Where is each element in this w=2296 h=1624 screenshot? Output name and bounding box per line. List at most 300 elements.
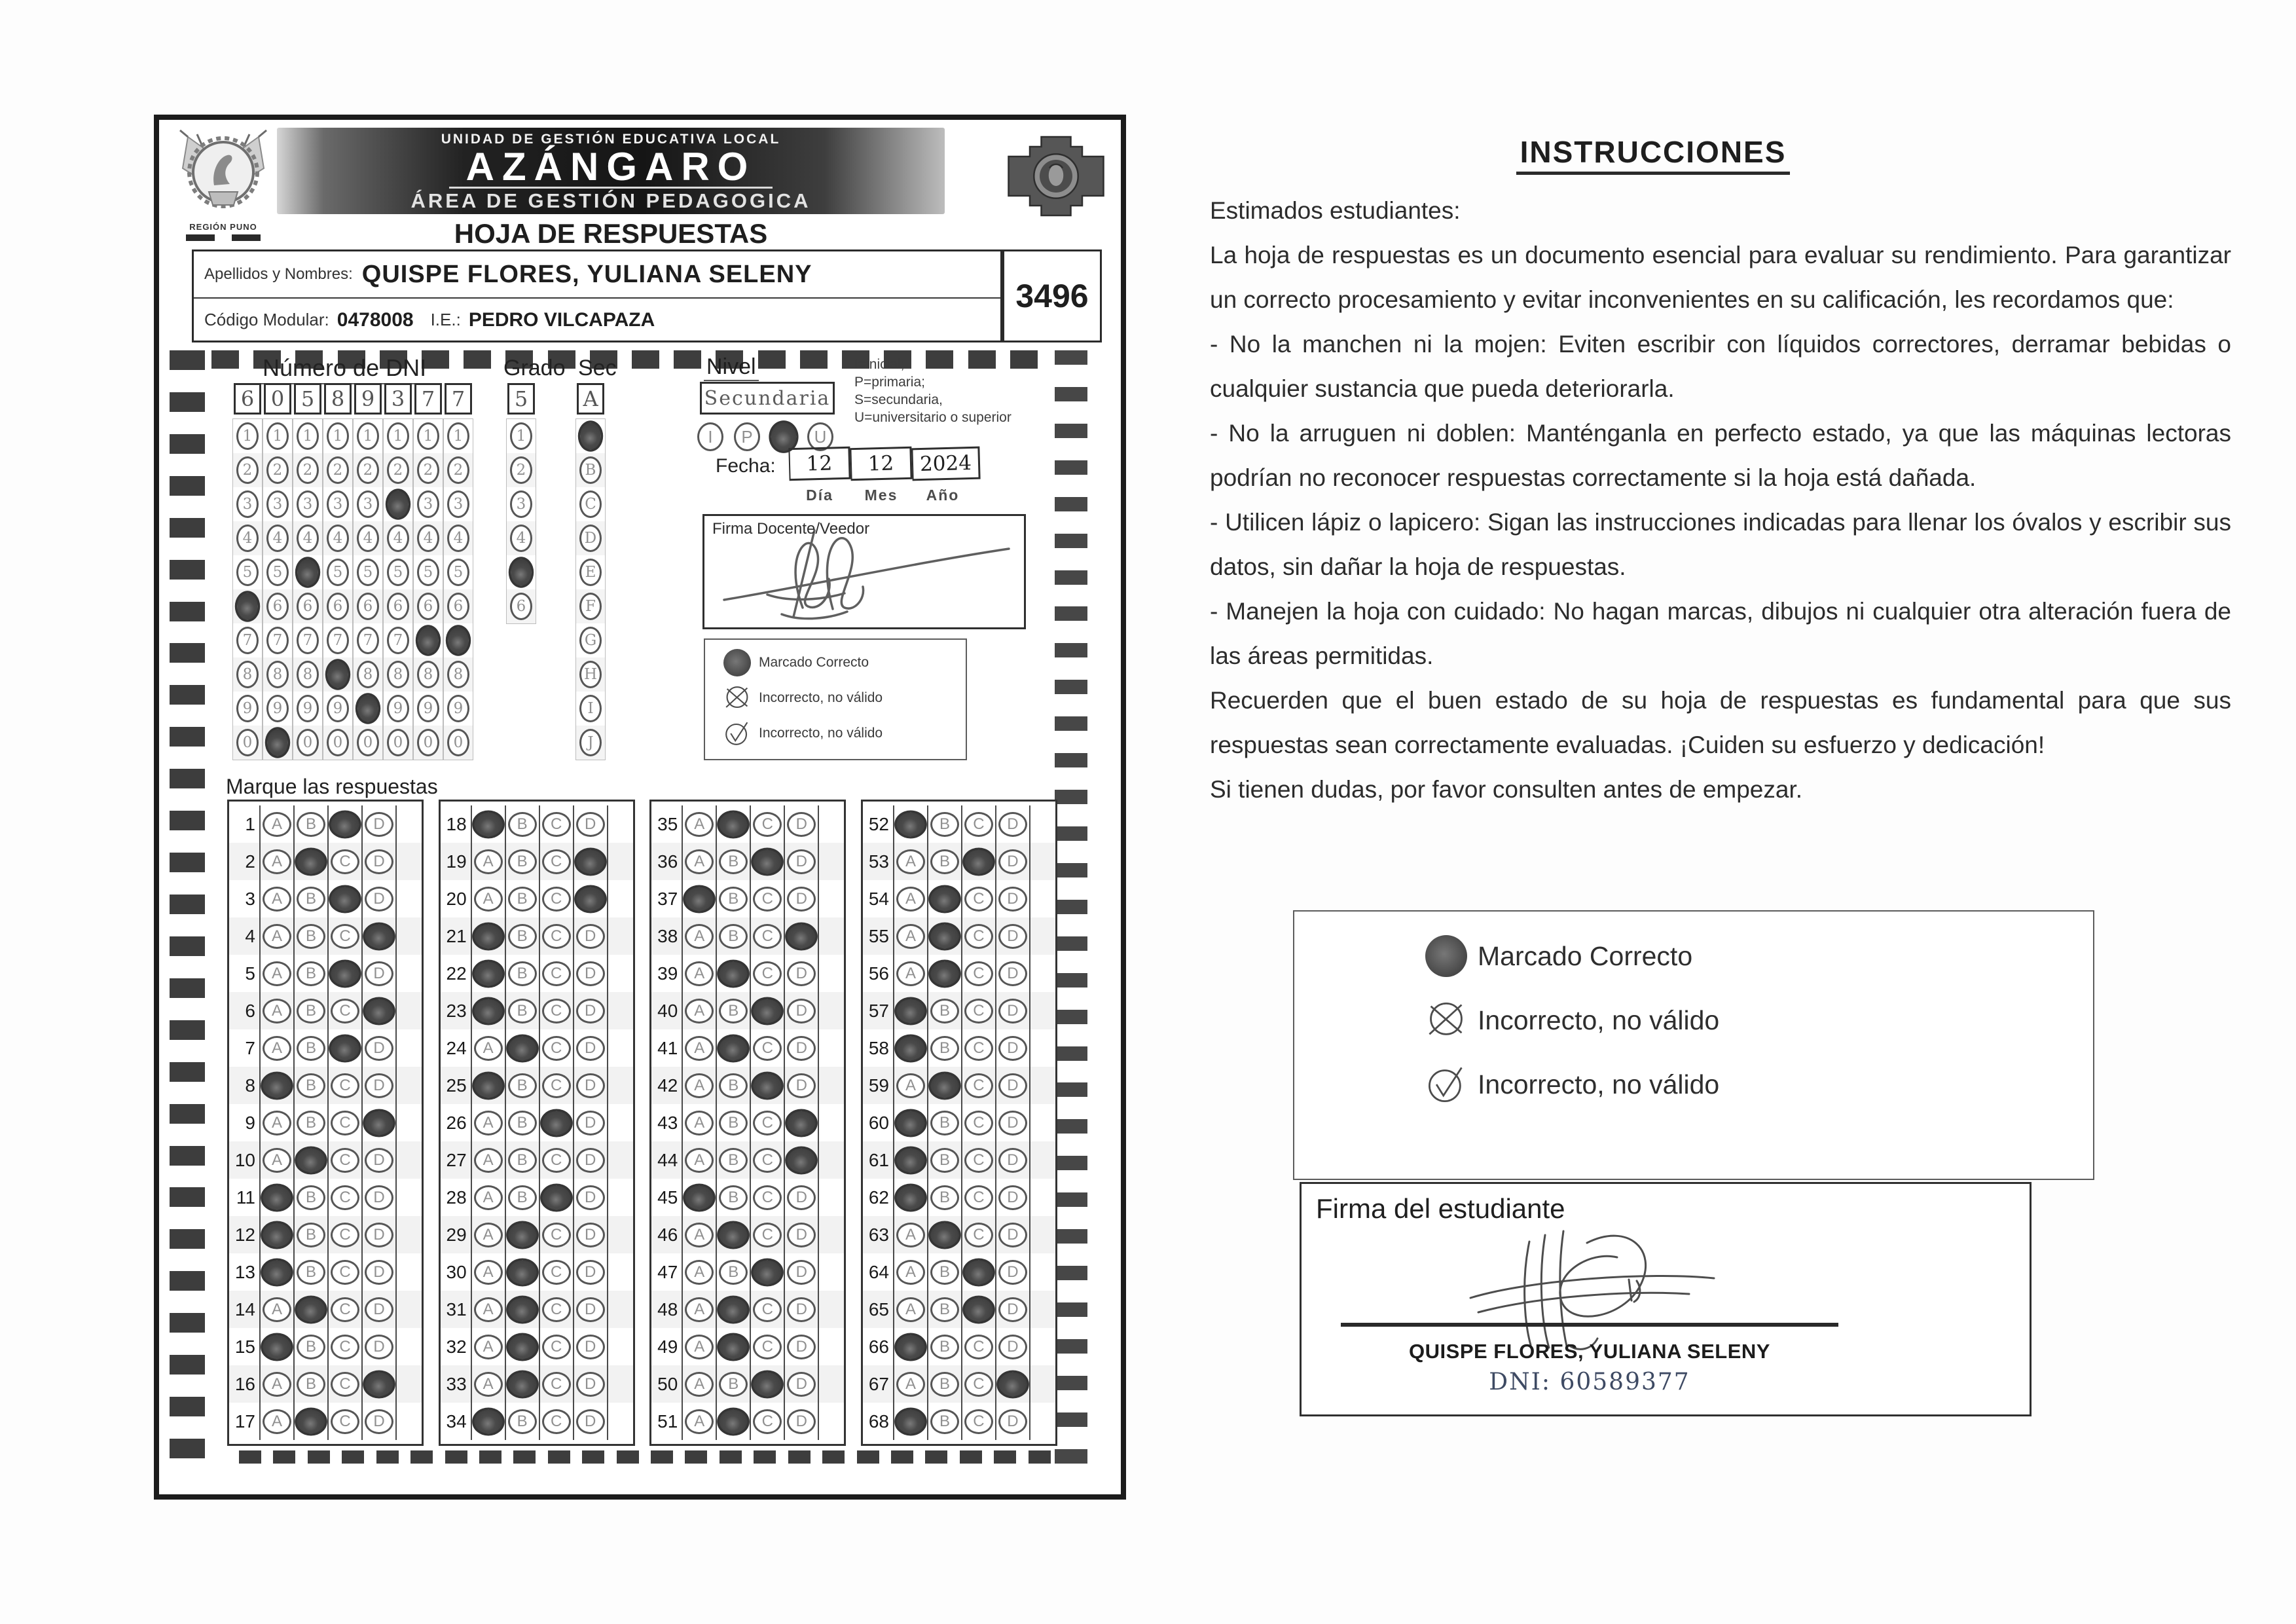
answer-cell (682, 1291, 716, 1328)
answer-cell (505, 1029, 539, 1067)
bubble-option (329, 810, 361, 838)
answer-cell (682, 1216, 716, 1253)
column-header-value: 3 (384, 383, 412, 415)
bubble-option: B (297, 1260, 325, 1285)
question-number: 21 (446, 925, 467, 946)
bubble-cell (323, 453, 352, 487)
bubble-cell (444, 555, 473, 589)
bubble-cell (354, 589, 382, 623)
timing-mark (582, 1450, 604, 1464)
bubble-option: C (331, 1185, 359, 1210)
column-header-value: A (577, 383, 604, 415)
bubble-option (355, 693, 380, 724)
bubble-option: C (753, 1111, 782, 1135)
answer-cell (259, 1365, 293, 1403)
bubble-option: C (964, 1073, 993, 1098)
question-number: 28 (446, 1187, 467, 1208)
bubble-cell (576, 657, 605, 692)
answer-cell (361, 1141, 395, 1179)
answer-blank-cell (607, 843, 633, 880)
answer-blank-cell (818, 1328, 844, 1365)
bubble-option: B (719, 849, 748, 874)
bubble-cell (293, 589, 322, 623)
bubble-option: C (542, 1409, 571, 1434)
answer-cell (361, 805, 395, 843)
bubble-option: D (576, 1260, 605, 1285)
bubble-option (506, 1221, 539, 1249)
answer-cell (995, 805, 1029, 843)
answer-blank-cell (818, 1403, 844, 1440)
answer-blank-cell (607, 1291, 633, 1328)
timing-mark (1055, 570, 1087, 585)
bubble-option (506, 1258, 539, 1286)
bubble-cell (263, 419, 292, 453)
answer-cell (750, 955, 784, 992)
timing-mark (170, 811, 205, 830)
bubble-option: A (474, 849, 503, 874)
bubble-option (261, 1183, 293, 1211)
answer-row (863, 1179, 1055, 1216)
bubble-option: A (685, 1297, 714, 1322)
answer-row (863, 1328, 1055, 1365)
bubble-option (261, 1071, 293, 1099)
chakana-icon (1007, 133, 1105, 219)
bubble-option: J (579, 729, 602, 756)
bubble-option: 4 (510, 525, 532, 552)
answer-cell (682, 1104, 716, 1141)
bubble-option (785, 1146, 818, 1174)
bubble-option (894, 1333, 927, 1361)
timing-mark (170, 895, 205, 914)
answer-blank-cell (818, 880, 844, 917)
answer-cell (471, 955, 505, 992)
timing-mark (170, 643, 205, 663)
bubble-option: 2 (297, 456, 319, 484)
question-number: 41 (657, 1037, 678, 1058)
answer-row (441, 955, 633, 992)
ugel-coat-of-arms (168, 129, 278, 246)
answer-row (229, 843, 422, 880)
answer-cell (750, 843, 784, 880)
answer-cell (361, 1104, 395, 1141)
question-number: 3 (245, 888, 255, 909)
bubble-option: A (896, 1297, 925, 1322)
answers-label: Marque las respuestas (226, 775, 438, 798)
bubble-strip (353, 418, 383, 760)
question-number: 37 (657, 888, 678, 909)
question-number: 64 (868, 1261, 889, 1282)
timing-mark (1055, 1412, 1087, 1427)
timing-mark (170, 1271, 205, 1291)
answer-cell (327, 1253, 361, 1291)
question-number: 53 (868, 851, 889, 872)
timing-mark (548, 1450, 570, 1464)
bubble-option: A (685, 924, 714, 949)
bubble-option: D (787, 1297, 816, 1322)
bubble-option: 7 (387, 627, 409, 654)
answer-cell (716, 880, 750, 917)
bubble-option: 5 (236, 559, 259, 586)
answer-cell (327, 1179, 361, 1216)
region-dashes (168, 234, 278, 241)
bubble-option: C (542, 849, 571, 874)
bubble-option: C (753, 812, 782, 837)
bubble-option: C (542, 1148, 571, 1173)
answer-cell (293, 805, 327, 843)
bubble-option: D (998, 924, 1027, 949)
bubble-option: 8 (447, 661, 469, 688)
bubble-cell (354, 453, 382, 487)
answer-cell (361, 1216, 395, 1253)
timing-mark (1055, 460, 1087, 475)
bubble-option: B (719, 1073, 748, 1098)
question-number: 43 (657, 1112, 678, 1133)
dni-label: Número de DNI (257, 354, 431, 384)
bubble-cell (233, 521, 262, 555)
bubble-option: B (719, 1185, 748, 1210)
answer-cell (682, 955, 716, 992)
timing-mark (211, 350, 239, 369)
timing-mark (925, 1450, 947, 1464)
bubble-cell (323, 692, 352, 726)
bubble-cell (233, 555, 262, 589)
answer-blank-cell (395, 1403, 422, 1440)
bubble-option: D (787, 849, 816, 874)
bubble-option: 5 (357, 559, 379, 586)
answer-cell (682, 1403, 716, 1440)
bubble-option: D (998, 812, 1027, 837)
answer-cell (682, 1029, 716, 1067)
bubble-option: B (297, 1036, 325, 1061)
answer-blank-cell (607, 1067, 633, 1104)
bubble-option: 0 (357, 729, 379, 756)
bubble-option: D (365, 1036, 393, 1061)
bubble-option: D (576, 1297, 605, 1322)
bubble-option: 9 (387, 695, 409, 722)
answer-cell (893, 1365, 927, 1403)
bubble-option: 1 (357, 422, 379, 450)
timing-marks-bottom (239, 1450, 1051, 1464)
bubble-option: D (576, 1372, 605, 1397)
answer-blank-cell (1029, 1365, 1055, 1403)
answer-row (651, 1328, 844, 1365)
answer-cell (573, 917, 607, 955)
bubble-option: A (474, 1372, 503, 1397)
answer-cell (259, 1141, 293, 1179)
question-number: 11 (236, 1187, 255, 1208)
answer-cell (716, 1403, 750, 1440)
bubble-cell (414, 487, 443, 521)
answer-cell (259, 843, 293, 880)
bubble-option: 1 (510, 422, 532, 450)
answer-cell (539, 1141, 573, 1179)
answer-blank-cell (818, 917, 844, 955)
bubble-option (717, 1407, 750, 1435)
timing-mark (1055, 716, 1087, 731)
bubble-option: B (508, 1409, 537, 1434)
answer-cell (961, 1365, 995, 1403)
bubble-option: A (685, 1036, 714, 1061)
answer-cell (750, 1253, 784, 1291)
timing-mark (960, 1450, 982, 1464)
bubble-option (928, 1221, 961, 1249)
answer-cell (471, 992, 505, 1029)
answer-cell (505, 992, 539, 1029)
bubble-option: 6 (357, 593, 379, 620)
bubble-column (293, 383, 323, 760)
timing-mark (822, 1450, 845, 1464)
answer-cell (361, 1291, 395, 1328)
answer-cell (259, 1403, 293, 1440)
bubble-column (575, 383, 606, 760)
bubble-column (353, 383, 383, 760)
nivel-legend-line: I=inicial; (854, 357, 905, 372)
question-number: 33 (446, 1373, 467, 1394)
answer-row (651, 1216, 844, 1253)
fecha-label: Fecha: (716, 455, 776, 477)
bubble-option: D (998, 1073, 1027, 1098)
bubble-option: A (263, 1409, 291, 1434)
bubble-cell (263, 589, 292, 623)
bubble-cell (507, 419, 536, 453)
legend-incorrect-x-text: Incorrecto, no válido (1478, 1005, 1720, 1035)
bubble-cell (384, 623, 412, 657)
bubble-option: 1 (447, 422, 469, 450)
bubble-option: B (297, 1111, 325, 1135)
bubble-option (472, 959, 505, 987)
question-number: 23 (446, 1000, 467, 1021)
question-number: 13 (234, 1261, 255, 1282)
bubble-option: 3 (417, 490, 439, 518)
bubble-option: 4 (447, 525, 469, 552)
answer-cell (995, 1365, 1029, 1403)
question-number: 22 (446, 963, 467, 984)
bubble-option: B (930, 1111, 959, 1135)
answer-cell (293, 1365, 327, 1403)
question-number: 4 (245, 925, 255, 946)
answer-cell (961, 917, 995, 955)
answer-row (441, 1179, 633, 1216)
answer-cell (893, 1328, 927, 1365)
bubble-option (717, 1295, 750, 1323)
bubble-option: B (930, 1409, 959, 1434)
answer-cell (682, 1253, 716, 1291)
bubble-cell (293, 623, 322, 657)
bubble-option: B (930, 1148, 959, 1173)
answer-row (441, 880, 633, 917)
answer-cell (716, 1179, 750, 1216)
timing-mark (170, 392, 205, 412)
timing-mark (1055, 387, 1087, 401)
answer-blank-cell (395, 1179, 422, 1216)
timing-mark (1055, 1266, 1087, 1280)
answer-cell (327, 1291, 361, 1328)
answer-row (863, 1067, 1055, 1104)
bubble-option: C (542, 1372, 571, 1397)
bubble-cell (384, 589, 412, 623)
answer-cell (995, 1403, 1029, 1440)
bubble-strip (232, 418, 263, 760)
question-number: 24 (446, 1037, 467, 1058)
answer-blank-cell (818, 955, 844, 992)
bubble-option: P (734, 422, 760, 451)
bubble-cell (507, 453, 536, 487)
bubble-option: C (753, 1223, 782, 1247)
bubble-cell (354, 419, 382, 453)
timing-mark (170, 978, 205, 998)
answer-cell (327, 805, 361, 843)
question-number: 65 (868, 1299, 889, 1320)
bubble-option (785, 1109, 818, 1137)
bubble-option: D (998, 1260, 1027, 1285)
bubble-option: C (542, 1036, 571, 1061)
answer-cell (505, 1104, 539, 1141)
bubble-option: A (474, 887, 503, 912)
bubble-cell (444, 521, 473, 555)
timing-mark (1055, 1046, 1087, 1061)
bubble-option: D (998, 1148, 1027, 1173)
answer-cell (361, 1365, 395, 1403)
bubble-option: I (579, 695, 602, 722)
bubble-option: A (685, 961, 714, 986)
answer-row (651, 1104, 844, 1141)
question-number: 44 (657, 1149, 678, 1170)
bubble-option (683, 885, 716, 913)
bubble-option: 6 (447, 593, 469, 620)
bubble-cell (354, 692, 382, 726)
bubble-option (472, 1407, 505, 1435)
answer-cell (784, 1141, 818, 1179)
bubble-option: A (474, 1223, 503, 1247)
answer-blank-cell (1029, 1216, 1055, 1253)
answer-cell (327, 1067, 361, 1104)
answer-blank-cell (1029, 805, 1055, 843)
answer-cell (784, 1253, 818, 1291)
answer-cell (327, 1029, 361, 1067)
bubble-option: D (998, 1036, 1027, 1061)
marking-legend-sheet (704, 638, 967, 760)
bubble-option: D (576, 1223, 605, 1247)
bubble-option: E (579, 559, 602, 586)
bubble-option: A (474, 1335, 503, 1359)
bubble-option: C (964, 1372, 993, 1397)
answer-cell (927, 1029, 961, 1067)
answer-row (229, 1253, 422, 1291)
answer-cell (259, 1104, 293, 1141)
question-number: 17 (234, 1411, 255, 1431)
answer-cell (505, 1141, 539, 1179)
bubble-option: C (331, 1223, 359, 1247)
anio-label: Año (926, 487, 960, 504)
answer-cell (471, 917, 505, 955)
answer-cell (961, 992, 995, 1029)
bubble-option: D (579, 525, 602, 552)
answer-group (861, 800, 1057, 1446)
bubble-option: C (579, 490, 602, 518)
answer-blank-cell (1029, 955, 1055, 992)
answer-row (651, 1291, 844, 1328)
answer-cell (471, 1067, 505, 1104)
timing-marks-left (170, 350, 205, 1458)
answer-cell (505, 1179, 539, 1216)
timing-mark (800, 350, 828, 369)
answer-cell (293, 1403, 327, 1440)
answer-row (651, 805, 844, 843)
answer-cell (893, 843, 927, 880)
answer-cell (784, 880, 818, 917)
bubble-cell (293, 692, 322, 726)
bubble-option (540, 1183, 573, 1211)
answer-cell (750, 1365, 784, 1403)
bubble-cell (576, 692, 605, 726)
answer-cell (573, 1179, 607, 1216)
answer-row (229, 1104, 422, 1141)
timing-mark (410, 1450, 433, 1464)
answer-cell (893, 1029, 927, 1067)
bubble-cell (263, 623, 292, 657)
bubble-option (329, 885, 361, 913)
answer-cell (539, 1067, 573, 1104)
bubble-option: 0 (297, 729, 319, 756)
answer-cell (893, 1216, 927, 1253)
bubble-cell (444, 692, 473, 726)
answer-row (229, 1216, 422, 1253)
bubble-option (928, 922, 961, 950)
answer-cell (995, 1328, 1029, 1365)
bubble-cell (323, 487, 352, 521)
sec-column (575, 383, 606, 760)
bubble-option: 9 (417, 695, 439, 722)
answer-cell (471, 843, 505, 880)
bubble-column (506, 383, 536, 624)
bubble-option (894, 1146, 927, 1174)
bubble-cell (576, 521, 605, 555)
answers-grid (227, 800, 1057, 1446)
bubble-option: D (365, 1148, 393, 1173)
answer-row (229, 1179, 422, 1216)
bubble-option (928, 959, 961, 987)
fecha-mes-value: 12 (850, 447, 912, 481)
header-org-name: AZÁNGARO (449, 147, 773, 189)
column-header-value: 7 (414, 383, 442, 415)
bubble-option (751, 997, 784, 1025)
answer-cell (893, 805, 927, 843)
answer-cell (961, 955, 995, 992)
answer-cell (573, 1365, 607, 1403)
timing-mark (1055, 790, 1087, 804)
bubble-option: C (753, 1148, 782, 1173)
answer-cell (505, 805, 539, 843)
question-number: 55 (868, 925, 889, 946)
answer-cell (361, 1253, 395, 1291)
bubble-option: A (685, 849, 714, 874)
bubble-option: D (787, 812, 816, 837)
instruction-paragraph: Recuerden que el buen estado de su hoja de respuestas es fundamental para que sus respuestas sean correctamente evaluadas. ¡Cuiden su esfuerzo y dedicación! (1210, 687, 2231, 758)
timing-mark (170, 518, 205, 538)
question-number: 25 (446, 1075, 467, 1096)
timing-mark (170, 476, 205, 496)
column-header-value: 6 (234, 383, 261, 415)
answer-cell (293, 1067, 327, 1104)
bubble-cell (507, 589, 536, 623)
answer-cell (784, 1029, 818, 1067)
bubble-option: 2 (357, 456, 379, 484)
timing-mark (891, 1450, 913, 1464)
answer-cell (539, 1365, 573, 1403)
bubble-option: C (331, 924, 359, 949)
bubble-cell (576, 419, 605, 453)
bubble-option: C (542, 1223, 571, 1247)
